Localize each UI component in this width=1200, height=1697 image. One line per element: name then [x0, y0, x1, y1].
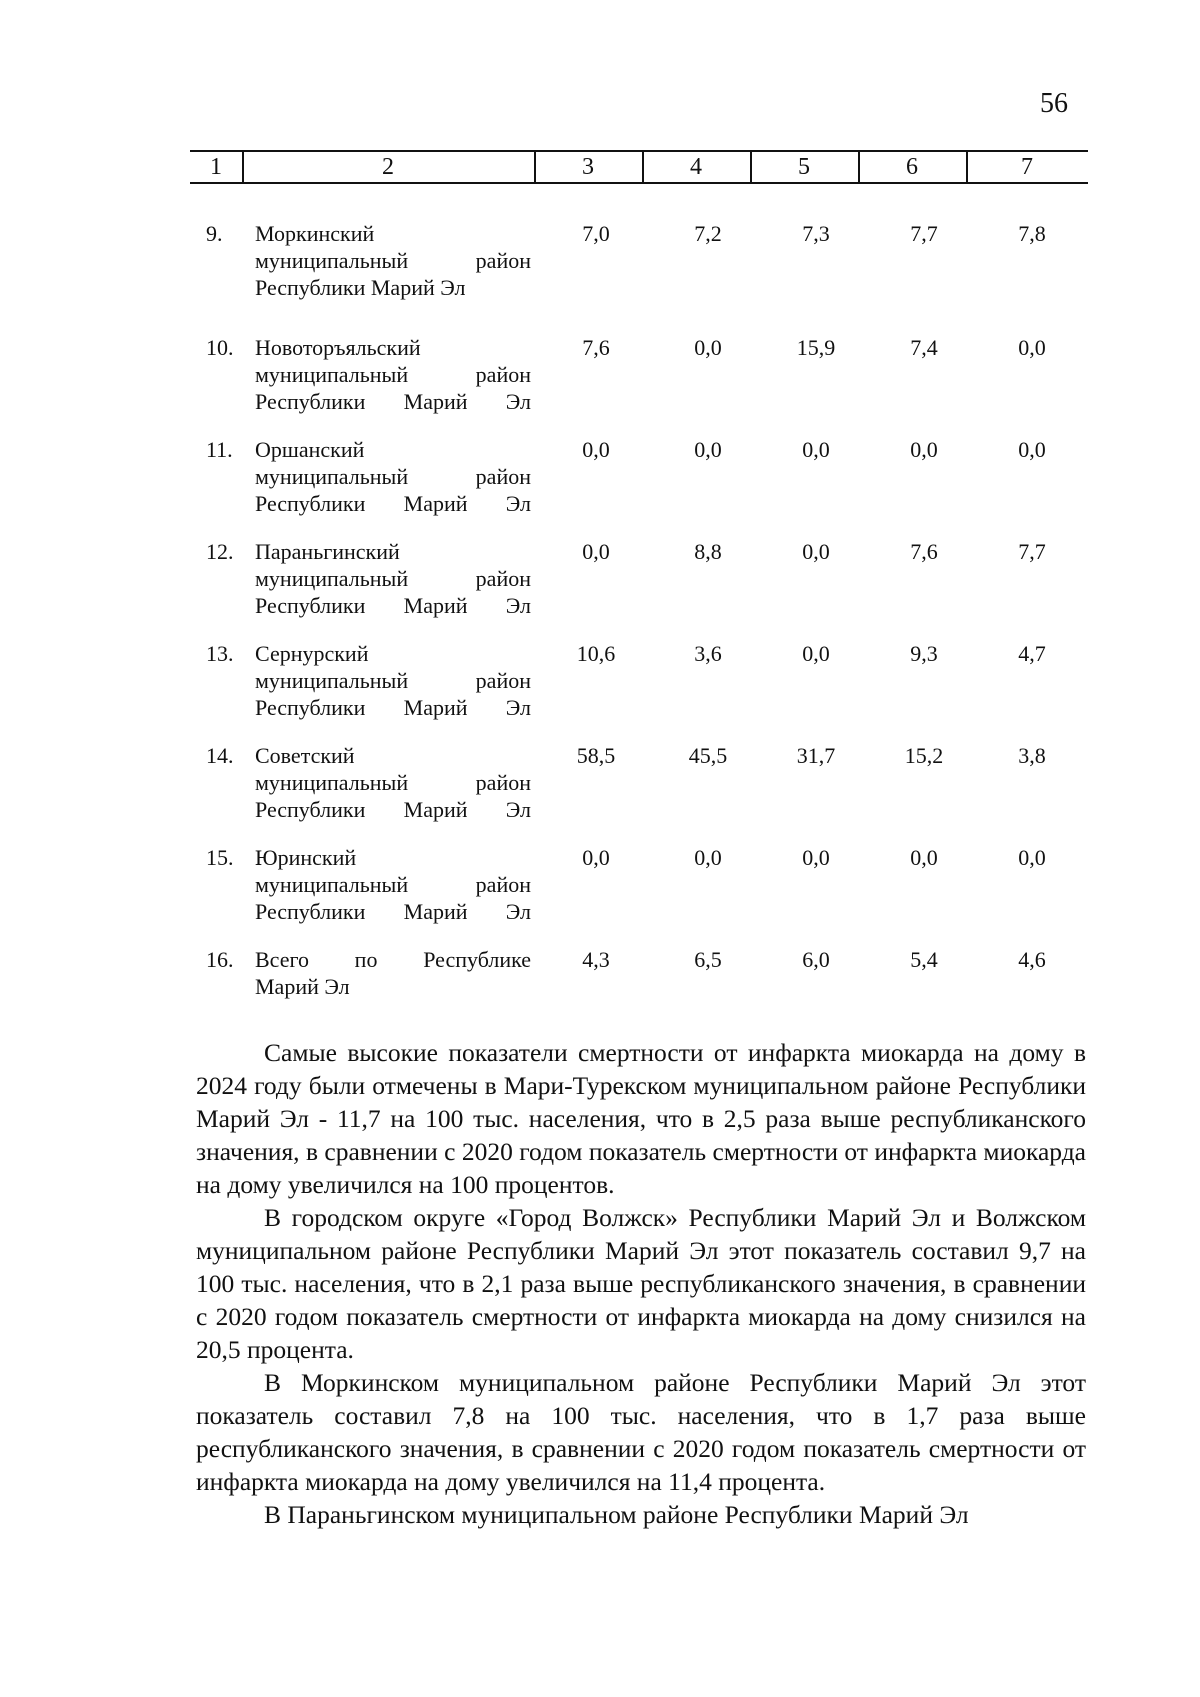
row-value: 3,8 — [1018, 743, 1046, 768]
table-column-header — [190, 150, 1088, 184]
paragraph: Самые высокие показатели смертности от инфаркта миокарда на дому в 2024 году были отмечены в Мари-Турекском муниципальном районе Республики Марий Эл - 11,7 на 100 тыс. населения, что в 2,5 раза выше республиканского значения, в сравнении с 2020 годом показатель смертности от инфаркта миокарда на дому увеличился на 100 процентов. — [196, 1038, 1086, 1199]
row-value: 0,0 — [694, 335, 722, 360]
row-value: 15,9 — [796, 335, 836, 360]
row-value: 4,3 — [582, 947, 610, 972]
row-number: 12. — [206, 539, 234, 564]
row-value: 7,4 — [910, 335, 938, 360]
row-value: 0,0 — [802, 437, 830, 462]
row-value: 0,0 — [910, 845, 938, 870]
row-name: Оршанский муниципальный район Республики Марий Эл — [255, 437, 531, 516]
row-number: 10. — [206, 335, 234, 360]
row-value: 0,0 — [582, 539, 610, 564]
row-value: 8,8 — [694, 539, 722, 564]
row-value: 0,0 — [694, 845, 722, 870]
row-value: 7,0 — [582, 221, 610, 246]
row-number: 11. — [206, 437, 233, 462]
row-value: 10,6 — [576, 641, 616, 666]
row-name: Моркинский муниципальный район Республики Марий Эл — [255, 221, 531, 300]
row-number: 9. — [206, 221, 223, 246]
column-header-5: 5 — [798, 154, 810, 180]
row-value: 0,0 — [802, 845, 830, 870]
row-value: 0,0 — [694, 437, 722, 462]
row-value: 7,3 — [802, 221, 830, 246]
row-name: Параньгинский муниципальный район Республики Марий Эл — [255, 539, 531, 618]
row-name: Всего по Республике Марий Эл — [255, 947, 531, 999]
row-value: 0,0 — [1018, 437, 1046, 462]
row-value: 58,5 — [576, 743, 616, 768]
paragraph: В Параньгинском муниципальном районе Республики Марий Эл — [264, 1500, 969, 1529]
row-value: 31,7 — [796, 743, 836, 768]
column-header-4: 4 — [690, 154, 702, 180]
row-value: 0,0 — [910, 437, 938, 462]
row-name: Советский муниципальный район Республики Марий Эл — [255, 743, 531, 822]
row-value: 15,2 — [904, 743, 944, 768]
row-value: 4,6 — [1018, 947, 1046, 972]
row-number: 15. — [206, 845, 234, 870]
row-value: 6,5 — [694, 947, 722, 972]
row-value: 7,6 — [582, 335, 610, 360]
column-header-7: 7 — [1021, 154, 1033, 180]
row-value: 3,6 — [694, 641, 722, 666]
row-value: 0,0 — [1018, 335, 1046, 360]
row-value: 0,0 — [802, 539, 830, 564]
row-value: 7,6 — [910, 539, 938, 564]
row-number: 13. — [206, 641, 234, 666]
row-value: 0,0 — [582, 845, 610, 870]
row-value: 7,8 — [1018, 221, 1046, 246]
column-header-3: 3 — [582, 154, 594, 180]
column-header-2: 2 — [382, 154, 394, 180]
row-value: 0,0 — [1018, 845, 1046, 870]
paragraph: В Моркинском муниципальном районе Республики Марий Эл этот показатель составил 7,8 на 100 тыс. населения, что в 1,7 раза выше республиканского значения, в сравнении с 2020 годом показатель смертности от инфаркта миокарда на дому увеличился на 11,4 процента. — [196, 1368, 1086, 1496]
row-number: 16. — [206, 947, 234, 972]
column-header-1: 1 — [210, 154, 222, 180]
row-value: 7,2 — [694, 221, 722, 246]
row-value: 5,4 — [910, 947, 938, 972]
row-value: 0,0 — [802, 641, 830, 666]
body-text — [196, 1036, 1086, 1531]
row-value: 0,0 — [582, 437, 610, 462]
row-value: 7,7 — [910, 221, 938, 246]
row-name: Сернурский муниципальный район Республики Марий Эл — [255, 641, 531, 720]
row-value: 9,3 — [910, 641, 938, 666]
page-number: 56 — [1040, 88, 1068, 119]
row-name: Новоторъяльский муниципальный район Республики Марий Эл — [255, 335, 531, 414]
row-number: 14. — [206, 743, 234, 768]
row-value: 45,5 — [688, 743, 728, 768]
row-value: 6,0 — [802, 947, 830, 972]
paragraph: В городском округе «Город Волжск» Республики Марий Эл и Волжском муниципальном районе Республики Марий Эл этот показатель составил 9,7 на 100 тыс. населения, что в 2,1 раза выше республиканского значения, в сравнении с 2020 годом показатель смертности от инфаркта миокарда на дому снизился на 20,5 процента. — [196, 1203, 1086, 1364]
row-name: Юринский муниципальный район Республики Марий Эл — [255, 845, 531, 924]
row-value: 4,7 — [1018, 641, 1046, 666]
row-value: 7,7 — [1018, 539, 1046, 564]
column-header-6: 6 — [906, 154, 918, 180]
